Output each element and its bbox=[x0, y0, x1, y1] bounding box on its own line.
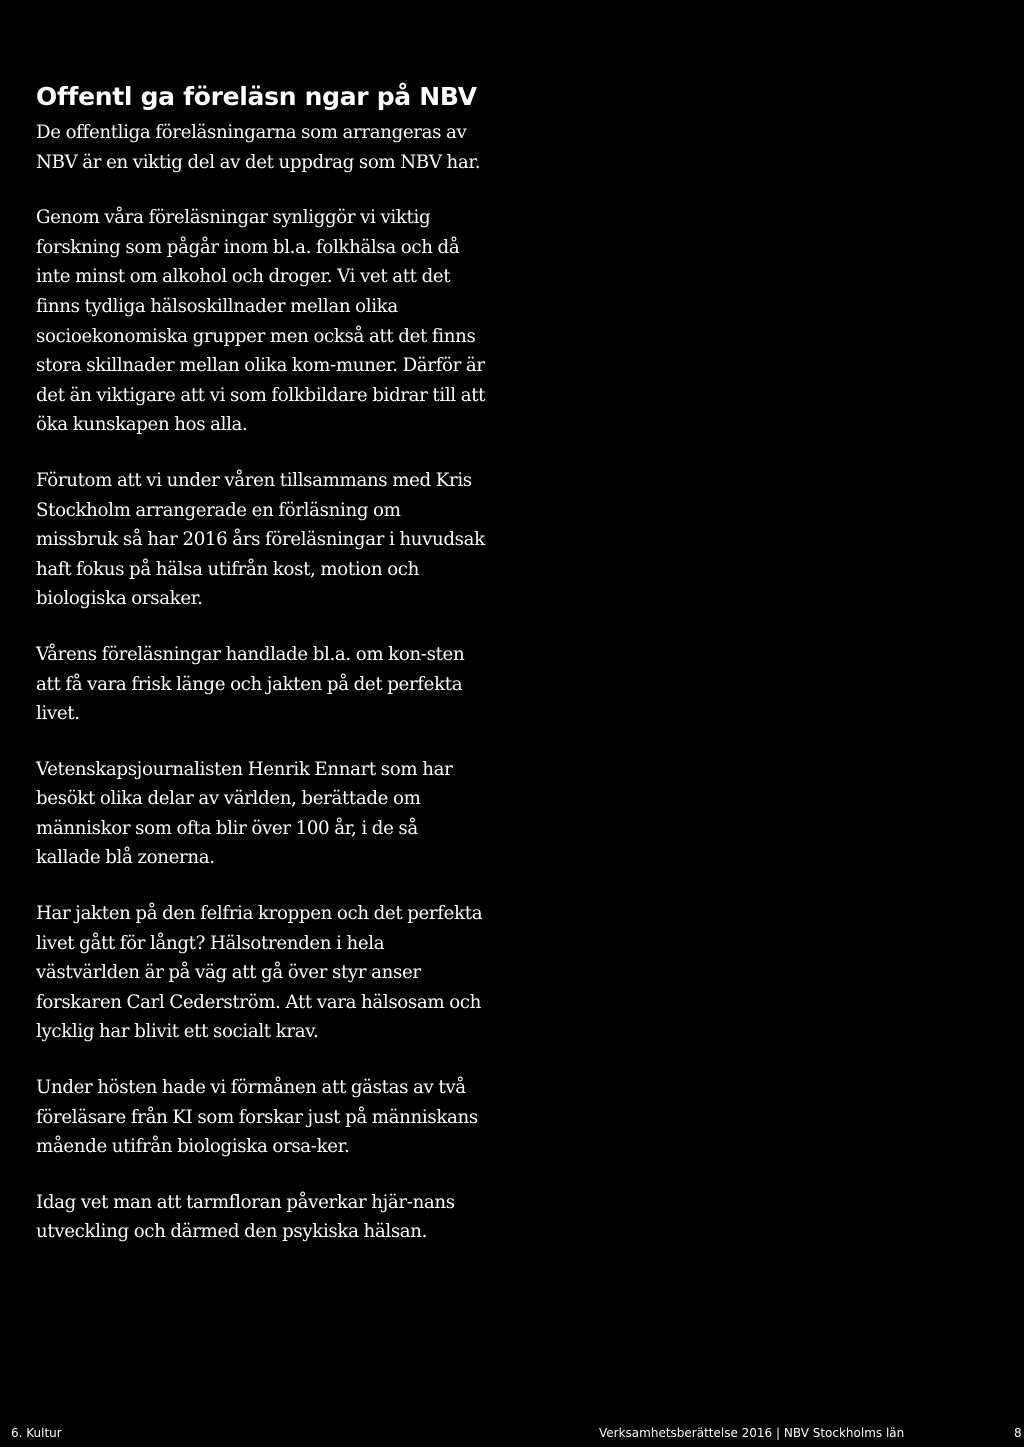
article-paragraph: Under hösten hade vi förmånen att gästas av två föreläsare från KI som forskar just på människans mående utifrån biologiska orsa-ker. bbox=[36, 1077, 478, 1158]
article-paragraph: Förutom att vi under våren tillsammans med Kris Stockholm arrangerade en förläsning om missbruk så har 2016 års föreläsningar i huvudsak haft fokus på hälsa utifrån kost, motion och biologiska orsaker. bbox=[36, 469, 485, 610]
footer-page-number: 8 bbox=[1014, 1426, 1022, 1440]
article-paragraph: Vetenskapsjournalisten Henrik Ennart som har besökt olika delar av världen, berättade om människor som ofta blir över 100 år, i de så kallade blå zonerna. bbox=[36, 758, 453, 869]
article-paragraph: Har jakten på den felfria kroppen och det perfekta livet gått för långt? Hälsotrenden i hela västvärlden är på väg att gå över styr anser forskaren Carl Cederström. Att vara hälsosam och lycklig har blivit ett socialt krav. bbox=[36, 903, 483, 1043]
article bbox=[36, 80, 486, 1273]
footer-section-label: 6. Kultur bbox=[11, 1426, 62, 1440]
footer-publication-title: Verksamhetsberättelse 2016 | NBV Stockholms län bbox=[599, 1426, 905, 1440]
article-paragraph: Idag vet man att tarmfloran påverkar hjär-nans utveckling och därmed den psykiska hälsan. bbox=[36, 1191, 455, 1243]
article-paragraph: Vårens föreläsningar handlade bl.a. om kon-sten att få vara frisk länge och jakten på det perfekta livet. bbox=[36, 643, 465, 725]
article-paragraph: Genom våra föreläsningar synliggör vi viktig forskning som pågår inom bl.a. folkhälsa och då inte minst om alkohol och droger. Vi vet att det finns tydliga hälsoskillnader mellan olika socioekonomiska grupper men också att det finns stora skillnader mellan olika kom-muner. Därför är det än viktigare att vi som folkbildare bidrar till att öka kunskapen hos alla. bbox=[36, 207, 486, 436]
article-paragraph: De offentliga föreläsningarna som arrangeras av NBV är en viktig del av det uppdrag som NBV har. bbox=[36, 122, 481, 173]
article-heading: Offentl ga föreläsn ngar på NBV bbox=[36, 82, 477, 111]
page-footer bbox=[0, 1423, 1024, 1443]
